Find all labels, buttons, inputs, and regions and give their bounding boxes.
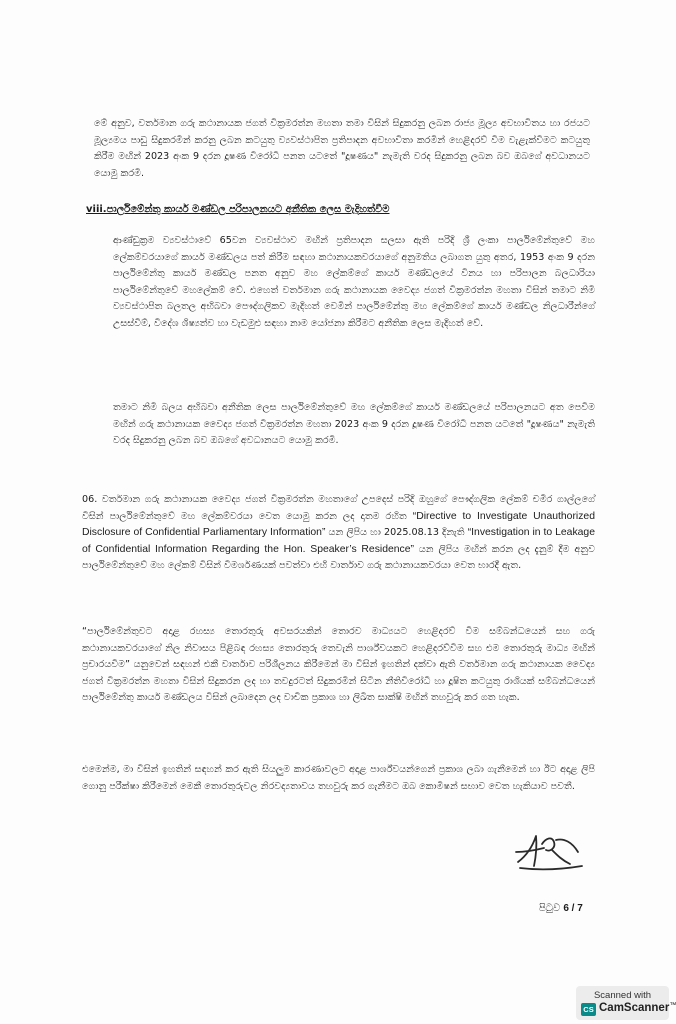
scanner-brand bbox=[599, 1002, 676, 1014]
page-number bbox=[539, 903, 583, 914]
page-label: පිටුව bbox=[539, 903, 561, 914]
letter-title-directive: “Directive to Investigate Unauthorized Disclosure of Confidential Parliamentary Information” bbox=[82, 510, 595, 539]
paragraph-report-quote: “පාර්ලිමේන්තුවට අදාළ රහස්‍ය තොරතුරු අවසරයකින් තොරව මාධ්‍යයට හෙළිදරව් වීම සම්බන්ධයෙන් සහ ගරු කථානායකවරයාගේ නිල නිවාසය පිළිබඳ රහස්‍ය තොරතුරු තෙවැනි පාර්ශ්වයකට හෙළිදරව්වීම සහ එම තොරතුරු මාධ්‍ය මඟින් ප්‍රචාරයවීම” යනුවෙන් සඳහන් එකී වාර්තාව පරිශීලනය කිරීමෙන් මා විසින් ඉහතින් දක්වා ඇති වර්තමාන ගරු කථානායක වෛද්‍ය ජගත් වික්‍රමරත්න මහතා විසින් සිදුකරන ලද හා තවදුරටත් සිදුකරමින් සිටින නීතිවිරෝධී හා දූෂිත කටයුතු රාශියක් සම්බන්ධයෙන් පාර්ලිමේන්තු කාර්ය මණ්ඩලය විසින් ලබාදෙන ලද වාචික ප්‍රකාශ හා ලිඛිත සාක්ෂි මඟින් තහවුරු කර ගත හැක. bbox=[82, 626, 595, 704]
section-heading-viii: viii.පාර්ලිමේන්තු කාර්ය මණ්ඩල පරිපාලනයට අනීතික ලෙස මැදිහත්වීම bbox=[86, 204, 390, 215]
paragraph-interference-corruption: තමාට නිමි බලය අභිබවා අනීතික ලෙස පාර්ලිමේන්තුවේ මහ ලේකම්ගේ කාර්ය මණ්ඩලයේ පරිපාලනයට අත පෙවීම මඟින් ගරු කථානායක වෛද්‍ය ජගත් වික්‍රමරත්න මහතා 2023 අංක 9 දරන දූෂණ විරෝධී පනත යටතේ "දූෂණය" නැමැති වරද සිදුකරනු ලබන බව ඔබගේ අවධානයට යොමු කරමි. bbox=[113, 402, 595, 447]
paragraph-06-text-2: යන ලිපිය හා 2025.08.13 දිනැති bbox=[325, 527, 468, 539]
paragraph-commission-verification: එමෙන්ම, මා විසින් ඉහතින් සඳහන් කර ඇති සියලුම කාරණාවලට අදාළ පාර්ශ්වයන්ගෙන් ප්‍රකාශ ලබා ගැනීමෙන් හා ඊට අදාළ ලිපි ගොනු පරීක්ෂා කිරීමෙන් මෙකී තොරතුරුවල නිරවද්‍යතාවය තහවුරු කර ගැනීමට ඔබ කොමිෂන් සභාව වෙත හැකියාව පවතී. bbox=[82, 764, 595, 792]
trademark-symbol: ™ bbox=[669, 1002, 676, 1009]
paragraph-06-investigation-letters bbox=[82, 492, 595, 575]
letter-title-investigation: “Investigation in to Leakage of Confidential Information Regarding the Hon. Speaker’s Residence” bbox=[82, 527, 595, 555]
scanner-brand-name: CamScanner bbox=[599, 1002, 670, 1014]
paragraph-corruption-notice: මේ අනුව, වර්තමාන ගරු කථානායක ජගත් වික්‍රමරත්න මහතා තමා විසින් සිදුකරනු ලබන රාජ්‍ය මූල්‍ය අවභාවිතය හා රජයට මූල්‍යමය පාඩු සිදුකරමින් කරනු ලබන කටයුතු ව්‍යවස්ථාපිත ප්‍රතිපාදන අවභාවිතා කරමින් හෙළිදරව් වීම වැළැක්වීමට කටයුතු කිරීම මඟින් 2023 අංක 9 දරන දූෂණ විරෝධී පනත යටතේ "දූෂණය" නැමැති වරද සිදුකරනු ලබන බව ඔබගේ අවධානයට යොමු කරමි. bbox=[94, 118, 590, 179]
camscanner-logo-icon: CS bbox=[581, 1003, 596, 1016]
camscanner-watermark bbox=[576, 986, 676, 1020]
paragraph-constitution-article-65: ආණ්ඩුක්‍රම ව්‍යවස්ථාවේ 65වන ව්‍යවස්ථාව මඟින් ප්‍රතිපාදන සලසා ඇති පරිදි ශ්‍රී ලංකා පාර්ලිමේන්තුවේ මහ ලේකම්වරයාගේ කාර්ය මණ්ඩලය පත් කිරීම සඳහා කථානායකවරයාගේ අනුමතිය ලබාගත යුතු අතර, 1953 අංක 9 දරන පාර්ලිමේන්තු කාර්ය මණ්ඩල පනත අනුව මහ ලේකම්ගේ කාර්ය මණ්ඩලයේ විනය හා පරිපාලන බලධාරියා පාර්ලිමේන්තුවේ මහලේකම් වේ. එහෙත් වර්තමාන ගරු කථානායක වෛද්‍ය ජගත් වික්‍රමරත්න මහතා විසින් තමාට නිමි ව්‍යවස්ථාපිත බලතල අභිබවා පෞද්ගලිකව මැදිහත් වෙමින් පාර්ලිමේන්තු මහ ලේකම්ගේ කාර්ය මණ්ඩල නිලධාරීන්ගේ උසස්වීම්, විදේශ ශිෂ්‍යත්ව හා වැඩමුළු සඳහා නාම යෝජනා කිරීමට අනීතික ලෙස මැදිහත් වේ. bbox=[113, 235, 595, 329]
page-count: 6 / 7 bbox=[563, 903, 583, 914]
paragraph-06-text-3: යන ලිපිය මඟින් කරන ලද දැනුම් දීම අනුව පාර්ලිමේන්තුවේ මහ ලේකම් විසින් විමර්ශණයක් පවත්වා එහි වාර්තාව ගරු කථානායකවරයා වෙත භාරදී ඇත. bbox=[82, 543, 595, 572]
paragraph-06-text-1: 06. වර්තමාන ගරු කථානායක වෛද්‍ය ජගත් වික්‍රමරත්න මහතාගේ උපදෙස් පරිදි ඔහුගේ පෞද්ගලික ලේකම් චමීර ගාල්ලගේ විසින් පාර්ලිමේන්තුවේ මහ ලේකම්වරයා වෙත යොමු කරන ලද දාතම රහිත bbox=[82, 494, 595, 522]
scanner-caption: Scanned with bbox=[593, 990, 652, 1001]
handwritten-signature-icon bbox=[512, 826, 590, 874]
